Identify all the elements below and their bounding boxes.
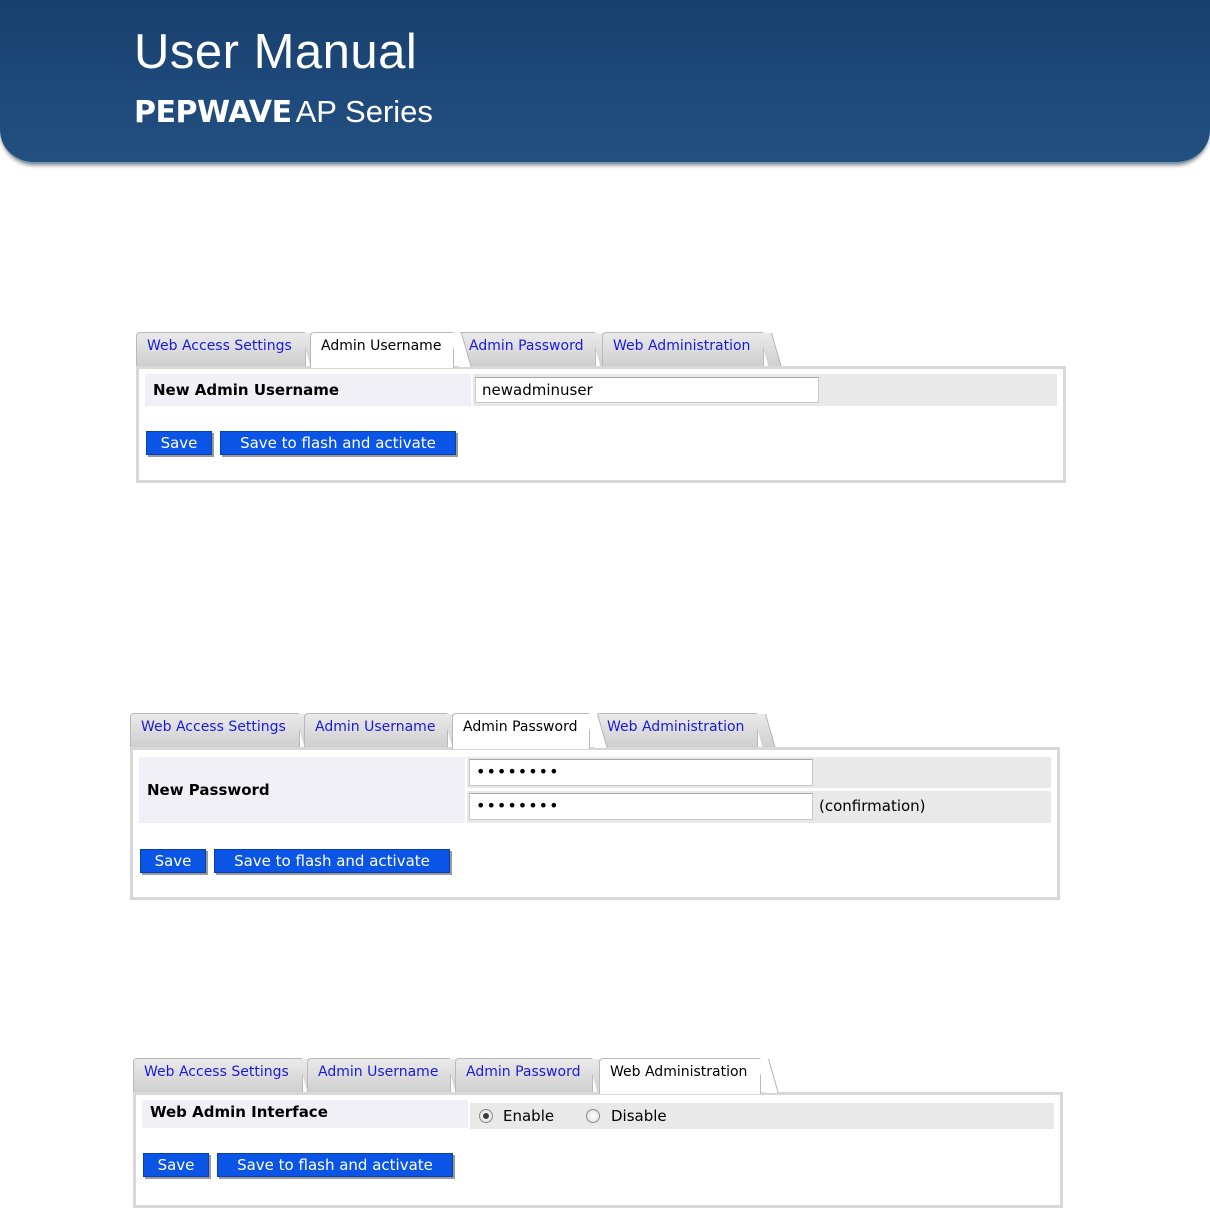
tab-admin-username[interactable]: Admin Username	[304, 713, 448, 747]
disable-radio-label[interactable]: Disable	[611, 1107, 667, 1125]
confirm-value-cell	[467, 791, 1051, 823]
field-label: New Password	[139, 757, 465, 823]
password-value-cell	[467, 757, 1051, 788]
tab-web-access-settings[interactable]: Web Access Settings	[130, 713, 300, 747]
tab-web-administration[interactable]: Web Administration	[599, 1058, 761, 1094]
save-button[interactable]: Save	[143, 1153, 209, 1177]
settings-box	[136, 366, 1066, 483]
save-to-flash-button[interactable]: Save to flash and activate	[217, 1153, 453, 1177]
tab-admin-password[interactable]: Admin Password	[452, 713, 590, 749]
field-label: Web Admin Interface	[142, 1100, 468, 1128]
settings-box	[130, 747, 1060, 900]
save-button[interactable]: Save	[140, 849, 206, 873]
tab-web-administration[interactable]: Web Administration	[596, 713, 758, 747]
save-to-flash-button[interactable]: Save to flash and activate	[214, 849, 450, 873]
password-confirm-input[interactable]: ••••••••	[469, 793, 813, 820]
field-label: New Admin Username	[145, 374, 471, 406]
tab-bar	[130, 713, 1060, 747]
admin-password-panel	[130, 713, 1060, 900]
field-value-cell	[470, 1103, 1054, 1129]
brand-name: PEPWAVE	[134, 95, 292, 130]
tab-web-access-settings[interactable]: Web Access Settings	[133, 1058, 303, 1092]
header-banner	[0, 0, 1210, 164]
web-administration-panel	[133, 1058, 1063, 1208]
admin-username-input[interactable]: newadminuser	[475, 377, 819, 403]
settings-box	[133, 1092, 1063, 1208]
save-button[interactable]: Save	[146, 431, 212, 455]
manual-title: User Manual	[134, 25, 418, 79]
tab-admin-password[interactable]: Admin Password	[458, 332, 596, 366]
tab-admin-username[interactable]: Admin Username	[310, 332, 454, 368]
enable-radio-label[interactable]: Enable	[503, 1107, 555, 1125]
tab-admin-username[interactable]: Admin Username	[307, 1058, 451, 1092]
enable-radio[interactable]	[479, 1109, 493, 1123]
product-series	[134, 94, 433, 130]
tab-web-administration[interactable]: Web Administration	[602, 332, 764, 366]
tab-admin-password[interactable]: Admin Password	[455, 1058, 593, 1092]
tab-bar	[136, 332, 1066, 366]
field-value-cell	[473, 374, 1057, 406]
password-input[interactable]: ••••••••	[469, 759, 813, 786]
tab-web-access-settings[interactable]: Web Access Settings	[136, 332, 306, 366]
admin-username-panel	[136, 332, 1066, 483]
save-to-flash-button[interactable]: Save to flash and activate	[220, 431, 456, 455]
confirmation-hint: (confirmation)	[819, 797, 926, 815]
series-name: AP Series	[295, 94, 433, 129]
disable-radio[interactable]	[586, 1109, 600, 1123]
tab-bar	[133, 1058, 1063, 1092]
